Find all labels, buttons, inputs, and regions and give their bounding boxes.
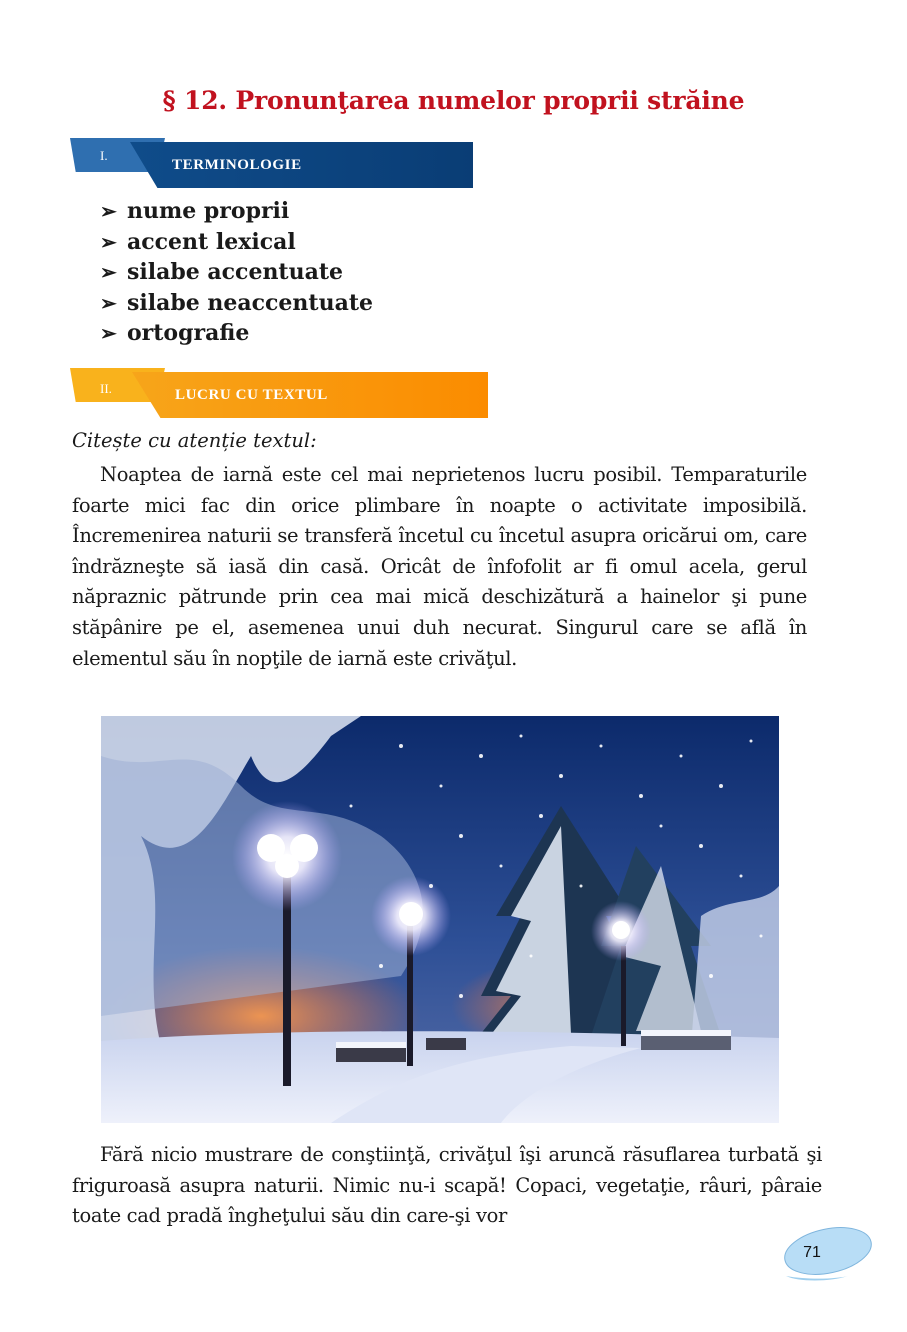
- reading-instruction: Citește cu atenție textul:: [72, 429, 317, 452]
- term-text: accent lexical: [127, 228, 296, 255]
- section-number: II.: [100, 381, 112, 396]
- winter-night-park-photo: [101, 716, 779, 1123]
- list-item: [100, 288, 373, 319]
- arrow-bullet-icon: ➢: [100, 290, 117, 315]
- arrow-bullet-icon: ➢: [100, 321, 117, 345]
- term-text: nume proprii: [127, 198, 290, 224]
- arrow-bullet-icon: ➢: [100, 229, 117, 254]
- arrow-bullet-icon: ➢: [100, 260, 117, 284]
- list-item: [100, 227, 373, 258]
- term-text: silabe neaccentuate: [127, 289, 373, 316]
- term-text: silabe accentuate: [127, 259, 344, 285]
- list-item: [100, 257, 373, 288]
- section-number: I.: [100, 148, 108, 163]
- page-number: 71: [803, 1244, 821, 1261]
- page-title: § 12. Pronunţarea numelor proprii străine: [162, 86, 745, 115]
- section-label: LUCRU CU TEXTUL: [175, 387, 328, 403]
- section-banner-text-work: [70, 360, 488, 420]
- term-text: ortografie: [127, 320, 250, 346]
- section-label: TERMINOLOGIE: [172, 157, 302, 173]
- terms-list: [100, 196, 373, 349]
- text-paragraph: Fără nicio mustrare de conştiinţă, crivăţul îşi aruncă răsuflarea turbată şi friguroasă asupra naturii. Nimic nu-i scapă! Copaci, vegetaţie, râuri, pâraie toate cad pradă îngheţului său din care-şi vor: [72, 1143, 822, 1228]
- list-item: [100, 196, 373, 227]
- list-item: [100, 318, 373, 349]
- section-banner-terminology: [70, 132, 475, 187]
- text-paragraph: Noaptea de iarnă este cel mai neprietenos lucru posibil. Temparaturile foarte mici fac din orice plimbare în noapte o activitate imposibilă. Încremenirea naturii se transferă încetul cu încetul asupra oricărui om, care îndrăzneşte să iasă din casă. Oricât de înfofolit ar fi omul acela, gerul năpraznic pătrunde prin cea mai mică deschizătură a hainelor şi pune stăpânire pe el, asemenea unui duh necurat. Singurul care se află în elementul său în nopţile de iarnă este crivăţul.: [72, 463, 807, 670]
- arrow-bullet-icon: ➢: [100, 199, 117, 223]
